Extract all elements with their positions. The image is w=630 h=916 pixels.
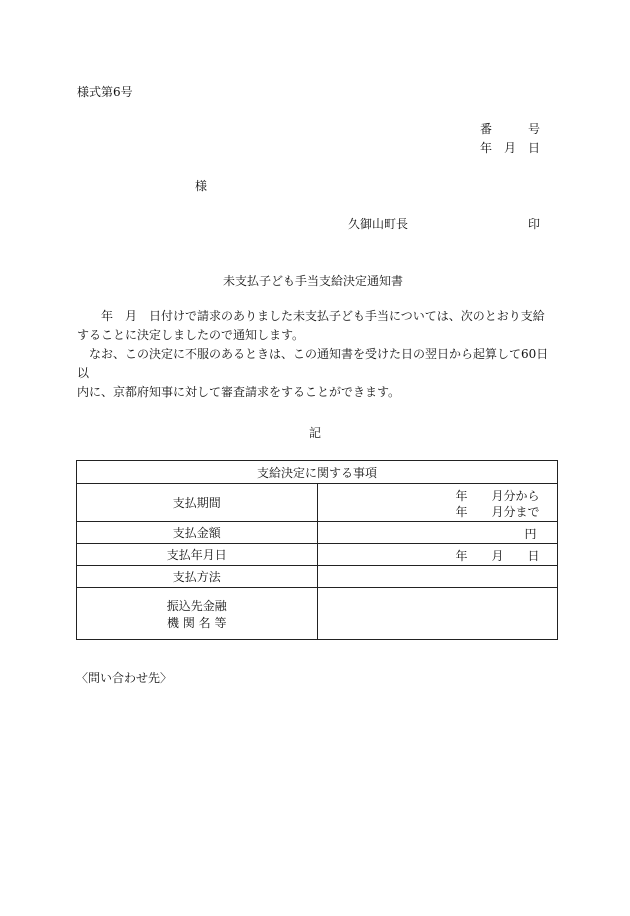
decision-details-table [76,460,558,640]
body-paragraph-2-line-1: なお、この決定に不服のあるときは、この通知書を受けた日の翌日から起算して60日以 [77,347,549,380]
issue-date: 年 月 日 [480,141,541,155]
bank-label-line-2: 機 関 名 等 [167,615,227,630]
payment-date-label: 支払年月日 [77,544,318,566]
payment-period-value [317,484,558,522]
seal-mark: 印 [528,217,541,231]
body-paragraph-1-line-2: することに決定しましたので通知します。 [77,328,305,342]
ki-heading: 記 [309,426,322,440]
body-text [77,307,557,402]
bank-value [317,588,558,640]
payment-period-label: 支払期間 [77,484,318,522]
payment-method-value [317,566,558,588]
inquiry-contact: 〈問い合わせ先〉 [76,671,173,685]
issuer-title: 久御山町長 [348,217,409,231]
form-number: 様式第6号 [77,85,133,99]
payment-amount-label: 支払金額 [77,522,318,544]
payment-date-placeholder: 年 月 日 [455,549,540,563]
payment-method-label: 支払方法 [77,566,318,588]
payment-date-value [317,544,558,566]
reference-number: 番 号 [480,122,541,136]
document-title: 未支払子ども手当支給決定通知書 [223,274,404,288]
body-paragraph-1-line-1: 年 月 日付けで請求のありました未支払子ども手当については、次のとおり支給 [77,309,545,323]
table-header: 支給決定に関する事項 [77,461,558,484]
period-to: 年 月分まで [455,505,540,519]
payment-amount-value [317,522,558,544]
amount-unit: 円 [524,527,537,541]
body-paragraph-2-line-2: 内に、京都府知事に対して審査請求をすることができます。 [77,385,401,399]
bank-label-line-1: 振込先金融 [166,598,227,613]
bank-label [77,588,318,640]
addressee-honorific: 様 [195,179,208,193]
period-from: 年 月分から [455,489,540,503]
